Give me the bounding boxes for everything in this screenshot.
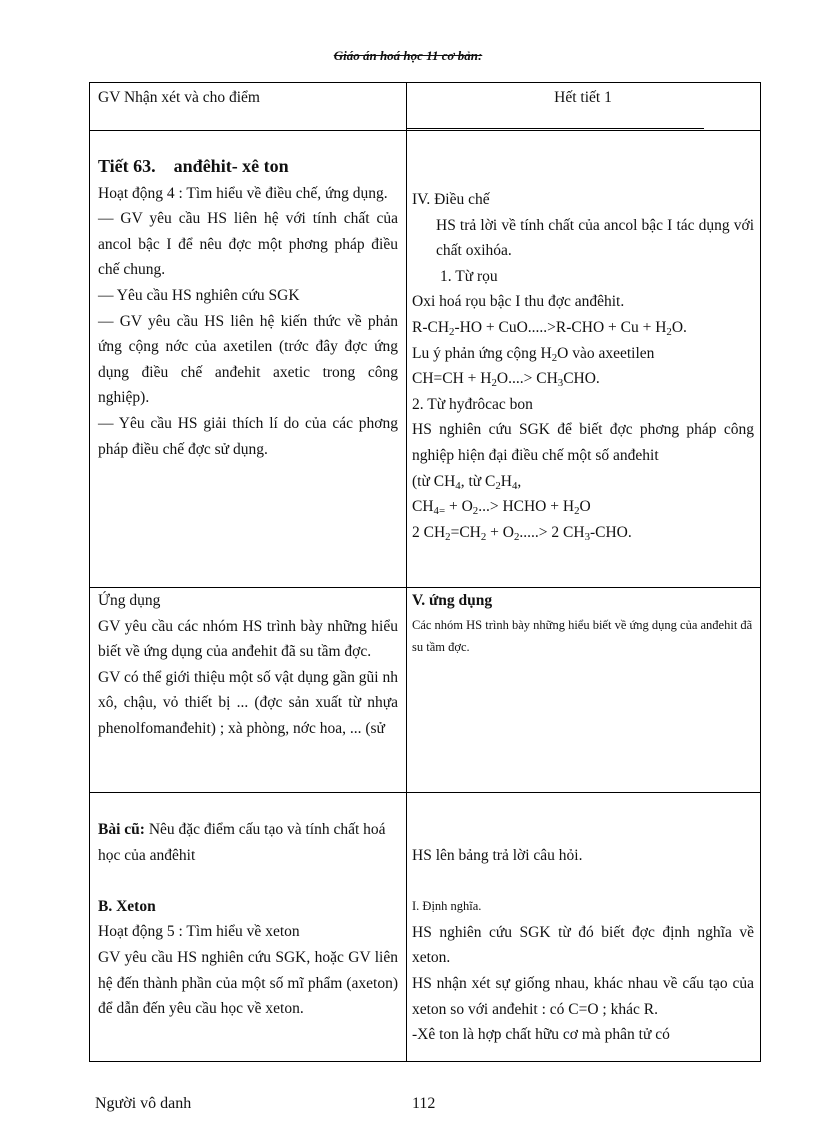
horizontal-rule (406, 128, 704, 129)
row3-right: V. ứng dụng Các nhóm HS trình bày những hiểu biết về ứng dụng của anđehit đã su tầm đợc. (412, 588, 754, 658)
footer-author: Người vô danh (95, 1095, 192, 1112)
section-heading: I. Định nghĩa. (412, 899, 482, 914)
row4-right: HS lên bảng trả lời câu hỏi. I. Định nghĩa. HS nghiên cứu SGK từ đó biết đợc định nghĩa về xeton. HS nhận xét sự giống nhau, khác nhau về cấu tạo của xeton so với anđehit : có C=O ; khác R. -Xê ton là hợp chất hữu cơ mà phân tử có (412, 847, 754, 1044)
section-title: B. Xeton (98, 897, 156, 915)
section-heading: IV. Điều chế (412, 191, 490, 208)
equation: $CH_{4=} + O_2...>$ HCHO + $H_2O$ (412, 498, 591, 518)
row1-left: GV Nhận xét và cho điểm (98, 89, 260, 106)
old-lesson-question: Bài cũ: Nêu đặc điểm cấu tạo và tính chất hoá học của anđêhit (98, 821, 386, 864)
lesson-title: Tiết 63. anđêhit- xê ton (98, 156, 289, 176)
row-divider (90, 792, 760, 793)
page-header: Giáo án hoá học 11 cơ bản: (333, 48, 483, 63)
section-heading: V. ứng dụng (412, 592, 493, 609)
row2-right: IV. Điều chế HS trả lời về tính chất của ancol bậc I tác dụng với chất oxihóa. 1. Từ rọu Oxi hoá rọu bậc I thu đợc anđêhit. $R-CH_2-HO + CuO.....>R-CHO + Cu + H_2O$. Lu ý phản ứng cộng $H_2O$ vào axeetilen $CH=CH + H_2O....> CH_3CHO$. 2. Từ hyđrôcac bon HS nghiên cứu SGK để biết đợc phơng pháp công nghiệp hiện đại điều chế một số anđehit (từ $CH_4$, từ $C_2H_4$, $CH_{4=} + O_2...>$ HCHO + $H_2O$ 2 $CH_2=CH_2 + O_2.....> 2$ $CH_3$-CHO. (412, 187, 754, 545)
row1-right: Hết tiết 1 (554, 89, 612, 106)
row3-left: Ứng dụng GV yêu cầu các nhóm HS trình bày những hiểu biết về ứng dụng của anđehit đã su tầm đợc. GV có thể giới thiệu một số vật dụng gần gũi nh xô, chậu, vỏ thiết bị ... (đợc sản xuất từ nhựa phenolfomanđehit) ; xà phòng, nớc hoa, ... (sử (98, 588, 398, 742)
section-title: Ứng dụng (98, 592, 161, 609)
page-number: 112 (412, 1095, 436, 1112)
activity-5: Hoạt động 5 : Tìm hiểu về xeton (98, 923, 300, 941)
column-divider (406, 83, 407, 1061)
row4-left: Bài cũ: Nêu đặc điểm cấu tạo và tính chất hoá học của anđêhit B. Xeton Hoạt động 5 : Tìm hiểu về xeton GV yêu cầu HS nghiên cứu SGK, hoặc GV liên hệ đến thành phần của một số mĩ phẩm (axeton) để dẫn đến yêu cầu học về xeton. (98, 817, 398, 1022)
equation: $CH=CH + H_2O....> CH_3CHO$. (412, 370, 600, 390)
row2-left: Tiết 63. anđêhit- xê ton Hoạt động 4 : Tìm hiểu về điều chế, ứng dụng. — GV yêu cầu HS liên hệ với tính chất của ancol bậc I để nêu đợc một phơng pháp điều chế chung. — Yêu cầu HS nghiên cứu SGK — GV yêu cầu HS liên hệ kiến thức về phản ứng cộng nớc của axetilen (trớc đây đợc ứng dụng điều chế anđehit axetic trong công nghiệp). — Yêu cầu HS giải thích lí do của các phơng pháp điều chế đợc sử dụng. (98, 156, 398, 458)
activity-4: Hoạt động 4 : Tìm hiểu về điều chế, ứng dụng. (98, 184, 388, 202)
equation: $R-CH_2-HO + CuO.....>R-CHO + Cu + H_2O$. (412, 318, 687, 338)
lesson-table (89, 82, 761, 1062)
row-divider (90, 130, 760, 131)
equation: 2 $CH_2=CH_2 + O_2.....> 2$ $CH_3$-CHO. (412, 523, 632, 543)
